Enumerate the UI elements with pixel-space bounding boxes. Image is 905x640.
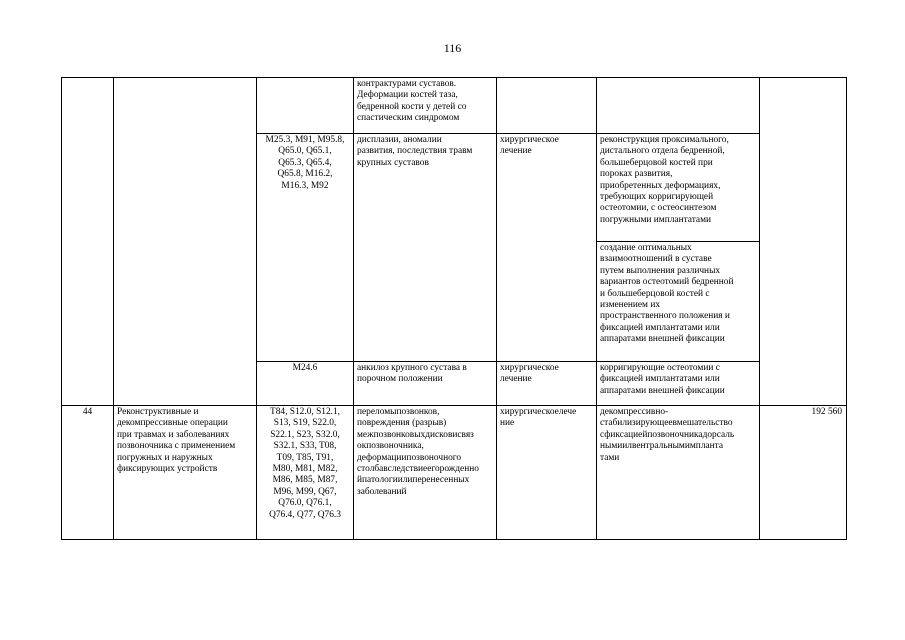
procedure-name-cell <box>114 406 257 540</box>
treatment-text: хирургическоелече ние <box>500 407 577 429</box>
procedure-name-cell <box>114 78 257 406</box>
row-number-cell <box>62 78 114 406</box>
method-cell <box>597 242 760 362</box>
treatment-text: хирургическое лечение <box>500 363 559 385</box>
disease-text: контрактурами суставов. Деформации костей таза, бедренной кости у детей со спастическим синдромом <box>357 79 467 124</box>
method-text: создание оптимальных взаимоотношений в суставе путем выполнения различных вариантов остеотомий бедренной и большеберцовой костей с изменением их пространственного положения и фиксацией имплантатами или аппаратами внешней фиксации <box>600 243 734 345</box>
disease-text: переломыпозвонков, повреждения (разрыв) межпозвонковыхдисковисвяз окпозвоночника, деформациипозвоночного столбавследствиеегорожденно йпатологиилиперенесенных заболеваний <box>357 407 479 497</box>
icd-codes-text: M25.3, M91, M95.8, Q65.0, Q65.1, Q65.3, Q65.4, Q65.8, M16.2, M16.3, M92 <box>265 135 345 191</box>
icd-codes-cell <box>257 134 354 362</box>
treatment-cell <box>497 362 597 406</box>
method-cell <box>597 134 760 242</box>
procedure-name-text: Реконструктивные и декомпрессивные операции при травмах и заболеваниях позвоночника с применением погружных и наружных фиксирующих устройств <box>117 407 236 475</box>
disease-cell <box>354 362 497 406</box>
treatment-cell <box>497 406 597 540</box>
method-text: реконструкция проксимального, дистального отдела бедренной, большеберцовой костей при пороках развития, приобретенных деформациях, требующих корригирующей остеотомии, с остеосинтезом погружными имплантатами <box>600 135 729 225</box>
row-number-cell <box>62 406 114 540</box>
treatment-text: хирургическое лечение <box>500 135 559 157</box>
amount-cell <box>760 406 847 540</box>
method-cell <box>597 362 760 406</box>
table-row <box>62 406 847 540</box>
disease-text: анкилоз крупного сустава в порочном положении <box>357 363 467 385</box>
page-number: 116 <box>443 41 462 55</box>
method-text: декомпрессивно- стабилизирующеевмешательство сфиксациейпозвоночникадорсаль нымиилвентральнымимпланта тами <box>600 407 735 463</box>
amount-text: 192 560 <box>811 407 842 417</box>
icd-codes-text: M24.6 <box>292 363 318 373</box>
disease-cell <box>354 78 497 134</box>
table-row <box>62 78 847 134</box>
disease-text: дисплазии, аномалии развития, последствия травм крупных суставов <box>357 135 473 168</box>
method-cell <box>597 406 760 540</box>
amount-cell <box>760 78 847 406</box>
disease-cell <box>354 406 497 540</box>
icd-codes-text: T84, S12.0, S12.1, S13, S19, S22.0, S22.1, S23, S32.0, S32.1, S33, T08, T09, T85, T91, M80, M81, M82, M86, M85, M87, M96, M99, Q67, Q76.0, Q76.1, Q76.4, Q77, Q76.3 <box>269 407 341 520</box>
method-text: корригирующие остеотомии с фиксацией имплантатами или аппаратами внешней фиксации <box>600 363 725 396</box>
disease-cell <box>354 134 497 362</box>
method-cell <box>597 78 760 134</box>
icd-codes-cell <box>257 362 354 406</box>
icd-codes-cell <box>257 406 354 540</box>
treatment-cell <box>497 78 597 134</box>
icd-codes-cell <box>257 78 354 134</box>
medical-care-table <box>61 77 847 540</box>
row-number-text: 44 <box>82 407 93 417</box>
treatment-cell <box>497 134 597 362</box>
